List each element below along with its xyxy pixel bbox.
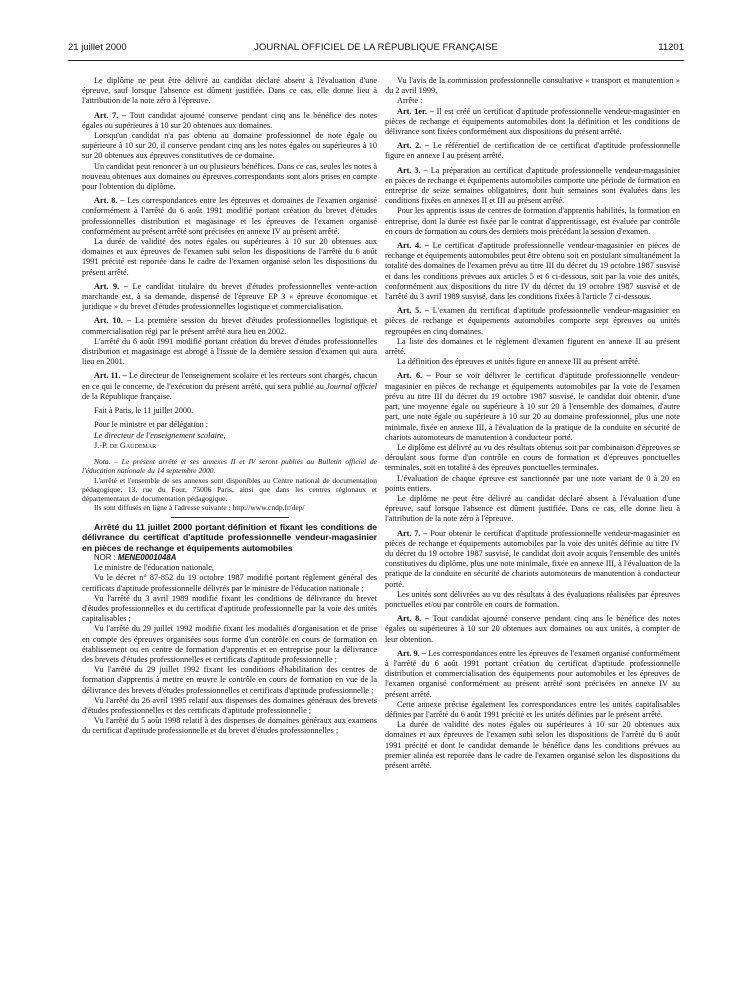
paragraph: La durée de validité des notes égales ou supérieures à 10 sur 20 obtenues aux domaines et aux épreuves de l'examen subi selon les dispositions de l'arrêté du 6 août 1991 précité est reportée dans le cadre de l'examen organisé selon les dispositions du présent arrêté.	[82, 237, 377, 277]
paragraph: Cette annexe précise également les correspondances entre les unités capitalisables définies par l'arrêté du 6 août 1991 précité et les unités définies par le présent arrêté.	[385, 699, 680, 719]
header-rule	[68, 60, 684, 61]
header-page-number: 11201	[658, 42, 684, 53]
article-label: Art. 5. –	[397, 306, 430, 316]
article-7	[385, 529, 680, 590]
article-5	[385, 306, 680, 337]
paragraph: La définition des épreuves et unités figure en annexe III au présent arrêté.	[397, 357, 641, 367]
article-label: Art. 2. –	[397, 141, 430, 151]
article-label: Art. 10. –	[94, 316, 131, 326]
article-3	[385, 166, 680, 207]
paragraph: Pour les apprentis issus de centres de formation d'apprentis habilités, la formation en entreprise, dont la durée est fixée par le contrat d'apprentissage, est évaluée par contrôle en cours de formation au cours des derniers mois précédant la session d'examen.	[385, 206, 680, 236]
article-text: L'examen du certificat d'aptitude professionnelle vendeur-magasinier en pièces de rechange et équipements automobiles comporte sept épreuves ou unités regroupées en cinq domaines.	[385, 306, 680, 336]
page-header	[68, 42, 684, 58]
article-text: Les correspondances entre les épreuves et domaines de l'examen organisé conformément à l'arrêté du 6 août 1991 modifié portant création du brevet d'études professionnelles distribution et magasinage et les épreuves de l'examen organisé conformément au présent arrêté sont précisées en annexe IV au présent arrêté.	[82, 196, 377, 236]
bulletin-ref: Bulletin officiel	[317, 456, 367, 466]
left-column	[82, 76, 377, 737]
article-text: Tout candidat ajourné conserve pendant cinq ans le bénéfice des notes égales ou supérieures à 10 sur 20 obtenues aux domaines.	[82, 110, 377, 130]
article-label: Art. 6. –	[397, 371, 431, 381]
article-text: Pour obtenir le certificat d'aptitude professionnelle vendeur-magasinier en pièces de rechange et équipements automobiles par la voie des unités définie au titre IV du décret du 19 octobre 1987 susvisé, le candidat doit avoir acquis l'ensemble des unités constitutives du diplôme, plus une note minimale, fixée en annexe III, à l'évaluation de la pratique de la conduite en sécurité de chariots automoteurs de manutention à conducteur porté.	[385, 528, 680, 589]
article-6	[385, 371, 680, 442]
header-date: 21 juillet 2000	[68, 42, 127, 53]
article-text: Il est créé un certificat d'aptitude professionnelle vendeur-magasinier en pièces de rechange et équipements automobiles dont la définition et les conditions de délivrance sont fixées conformément aux dispositions du présent arrêté.	[385, 106, 680, 137]
paragraph: La durée de validité des notes égales ou supérieures à 10 sur 20 obtenues aux domaines et aux épreuves de l'examen subi selon les dispositions de l'arrêté du 6 août 1991 précité et dont le candidat demande le bénéfice dans les conditions prévues au premier alinéa est reportée dans le cadre de l'examen organisé selon les dispositions du présent arrêté.	[385, 720, 680, 770]
article-label: Art. 7. –	[397, 528, 428, 538]
nota-text: Nota. – Le présent arrêté et ses annexes II et IV seront publiés au	[94, 456, 318, 466]
article-label: Art. 4. –	[397, 241, 429, 251]
visa: Vu l'avis de la commission professionnelle consultative « transport et manutention » du 2 avril 1999,	[385, 76, 680, 96]
article-text: Le certificat d'aptitude professionnelle vendeur-magasinier en pièces de rechange et équipements automobiles peut être obtenu soit en postulant simultanément la totalité des domaines de l'examen prévu au titre III du décret du 19 octobre 1987 susvisé et dans les conditions prévues aux articles 5 et 6 ci-dessous, soit par la voie des unités, conformément aux dispositions du titre IV du décret du 19 octobre 1987 susvisé et de l'arrêté du 3 avril 1989 susvisé, dans les conditions fixées à l'article 7 ci-dessous.	[385, 241, 680, 302]
paragraph: Les unités sont délivrées au vu des résultats à des évaluations réalisées par épreuves ponctuelles et/ou par contrôle en cours de formation.	[385, 589, 680, 609]
article-7	[82, 111, 377, 131]
nota-text: de l'éducation nationale du 14 septembre 2000.	[82, 456, 377, 476]
article-text: de la République française.	[82, 391, 172, 401]
visa: Vu le décret n° 87-852 du 19 octobre 1987 modifié portant règlement général des certificats d'aptitude professionnelle délivrés par le ministre de l'éducation nationale ;	[82, 573, 377, 593]
signature-line-1: Pour le ministre et par délégation :	[94, 420, 209, 430]
article-11	[82, 371, 377, 402]
separator	[171, 517, 289, 518]
article-text: La première session du brevet d'études professionnelles logistique et commercialisation régi par le présent arrêté aura lieu en 2002.	[82, 316, 377, 336]
visa: Vu l'arrêté du 26 avril 1995 relatif aux dispenses des domaines généraux des brevets d'études professionnelles et des certificats d'aptitude professionnelle ;	[82, 695, 377, 715]
paragraph: Le diplôme ne peut être délivré au candidat déclaré absent à l'évaluation d'une épreuve, sauf lorsque l'absence est dûment justifiée. Dans ce cas, elle donne lieu à l'attribution de la note zéro à l'épreuve.	[82, 76, 377, 106]
paragraph: La liste des domaines et le règlement d'examen figurent en annexe II au présent arrêté.	[385, 336, 680, 357]
visa: Vu l'arrêté du 5 août 1998 relatif à des dispenses de domaines généraux aux examens du certificat d'aptitude professionnelle et du brevet d'études professionnelles ;	[82, 716, 377, 736]
article-text: Le candidat titulaire du brevet d'études professionnelles vente-action marchande est, à sa demande, dispensé de l'épreuve EP 3 « épreuve économique et juridique » du brevet d'études professionnelles logistique et commercialisation.	[82, 281, 377, 312]
article-text: Pour se voir délivrer le certificat d'aptitude professionnelle vendeur-magasinier en pièces de rechange et équipements automobiles par la voie de l'examen prévu au titre III du décret du 19 octobre 1987 susvisé, le candidat doit obtenir, d'une part, une moyenne égale ou supérieure à 10 sur 20 à l'ensemble des domaines, d'autre part, une note égale ou supérieure à 10 sur 20 au domaine professionnel, plus une note minimale, fixée en annexe III, à l'évaluation de la pratique de la conduite en sécurité de chariots automoteurs de manutention à conducteur porté.	[385, 371, 680, 442]
article-9	[385, 649, 680, 700]
article-8	[82, 196, 377, 237]
article-label: Art. 3. –	[397, 165, 428, 175]
signature-name: J.-P. de Gaudemar	[94, 440, 157, 450]
article-text: La préparation au certificat d'aptitude professionnelle vendeur-magasinier en pièces de rechange et équipements automobiles comporte une période de formation en entreprise de seize semaines obligatoires, dont huit semaines sont évaluées dans les conditions fixées en annexes II et III au présent arrêté.	[385, 165, 680, 206]
nor-label: NOR :	[94, 552, 118, 562]
article-text: Les correspondances entre les épreuves de l'examen organisé conformément à l'arrêté du 6 août 1991 portant création du certificat d'aptitude professionnelle distribution et commercialisation des équipements pour automobiles et les épreuves de l'examen organisé conformément au présent arrêté sont précisées en annexe IV au présent arrêté.	[385, 648, 680, 699]
article-2	[385, 141, 680, 161]
nota	[82, 457, 377, 476]
article-label: Art. 7. –	[94, 110, 127, 120]
article-9	[82, 282, 377, 313]
paragraph: Le diplôme est délivré au vu des résultats obtenus soit par combinaison d'épreuves se déroulant sous forme d'un contrôle en cours de formation et d'épreuves ponctuelles terminales, soit en totalité à des épreuves ponctuelles terminales.	[385, 442, 680, 473]
paragraph: L'évaluation de chaque épreuve est sanctionnée par une note variant de 0 à 20 en points entiers.	[385, 473, 680, 493]
article-4	[385, 241, 680, 302]
nor-reference	[82, 553, 377, 563]
article-label: Art. 9. –	[397, 648, 426, 658]
paragraph: Un candidat peut renoncer à un ou plusieurs bénéfices. Dans ce cas, seules les notes à nouveau obtenues aux domaines ou épreuves correspondants sont alors prises en compte pour l'obtention du diplôme.	[82, 161, 377, 192]
paragraph: L'arrêté du 6 août 1991 modifié portant création du brevet d'études professionnelles distribution et magasinage est abrogé à l'issue de la dernière session d'examen qui aura lieu en 2001.	[82, 336, 377, 367]
article-label: Art. 9. –	[94, 281, 128, 291]
article-label: Art. 11. –	[94, 371, 127, 381]
article-text: Le directeur de l'enseignement scolaire et les recteurs sont chargés, chacun en ce qui le concerne, de l'exécution du présent arrêté, qui sera publié au	[82, 371, 377, 391]
nota-online: Ils sont diffusés en ligne à l'adresse suivante : http://www.cndp.fr/dep/	[94, 503, 305, 513]
nota-availability: L'arrêté et l'ensemble de ses annexes sont disponibles au Centre national de documentation pédagogique, 13, rue du Four, 75006 Paris, ainsi que dans les centres régionaux et départementaux de documentation pédagogique.	[82, 475, 377, 504]
signature-line-2: Le directeur de l'enseignement scolaire,	[94, 430, 226, 440]
article-10	[82, 316, 377, 336]
paragraph: Le ministre de l'éducation nationale,	[94, 563, 214, 573]
right-column	[385, 76, 680, 771]
arrete-heading: Arrête :	[397, 96, 423, 106]
visa: Vu l'arrêté du 29 juillet 1992 modifié fixant les modalités d'organisation et de prise en compte des épreuves organisées sous forme d'un contrôle en cours de formation en établissement ou en centre de formation d'apprentis et en entreprise pour la délivrance des brevets d'études professionnelles et certificats d'aptitude professionnelle ;	[82, 624, 377, 664]
visa: Vu l'arrêté du 3 avril 1989 modifié fixant les conditions de délivrance du brevet d'études professionnelles et du certificat d'aptitude professionnelle par la voie des unités capitalisables ;	[82, 593, 377, 624]
signature-date: Fait à Paris, le 11 juillet 2000.	[94, 406, 194, 416]
article-text: Tout candidat ajourné conserve pendant cinq ans le bénéfice des notes égales ou supérieures à 10 sur 20 obtenues aux domaines ou aux unités, à compter de leur obtention.	[385, 614, 680, 644]
article-8	[385, 614, 680, 645]
header-journal-title: JOURNAL OFFICIEL DE LA RÉPUBLIQUE FRANÇAISE	[254, 42, 498, 53]
nor-code: MENE0001048A	[117, 552, 177, 562]
paragraph: Le diplôme ne peut être délivré au candidat déclaré absent à l'évaluation d'une épreuve, sauf lorsque l'absence est dûment justifiée. Dans ce cas, elle donne lieu à l'attribution de la note zéro à l'épreuve.	[385, 493, 680, 524]
article-label: Art. 8. –	[397, 614, 430, 624]
article-text: Le référentiel de certification de ce certificat d'aptitude professionnelle figure en annexe I au présent arrêté.	[385, 141, 680, 161]
journal-officiel-ref: Journal officiel	[326, 381, 377, 391]
paragraph: Lorsqu'un candidat n'a pas obtenu au domaine professionnel de note égale ou supérieure à 10 sur 20, il conserve pendant cinq ans les notes égales ou supérieures à 10 sur 20 obtenues aux épreuves constitutives de ce domaine.	[82, 131, 377, 161]
article-1	[385, 107, 680, 138]
article-label: Art. 8. –	[94, 196, 125, 206]
decree-title: Arrêté du 11 juillet 2000 portant définition et fixant les conditions de délivrance du certificat d'aptitude professionnelle vendeur-magasinier en pièces de rechange et équipements automobiles	[82, 521, 377, 553]
visa: Vu l'arrêté du 29 juillet 1992 fixant les conditions d'habilitation des centres de formation d'apprentis à mettre en œuvre le contrôle en cours de formation en vue de la délivrance des brevets d'études professionnelles et certificats d'aptitude professionnelle ;	[82, 665, 377, 695]
article-label: Art. 1er. –	[397, 106, 434, 116]
